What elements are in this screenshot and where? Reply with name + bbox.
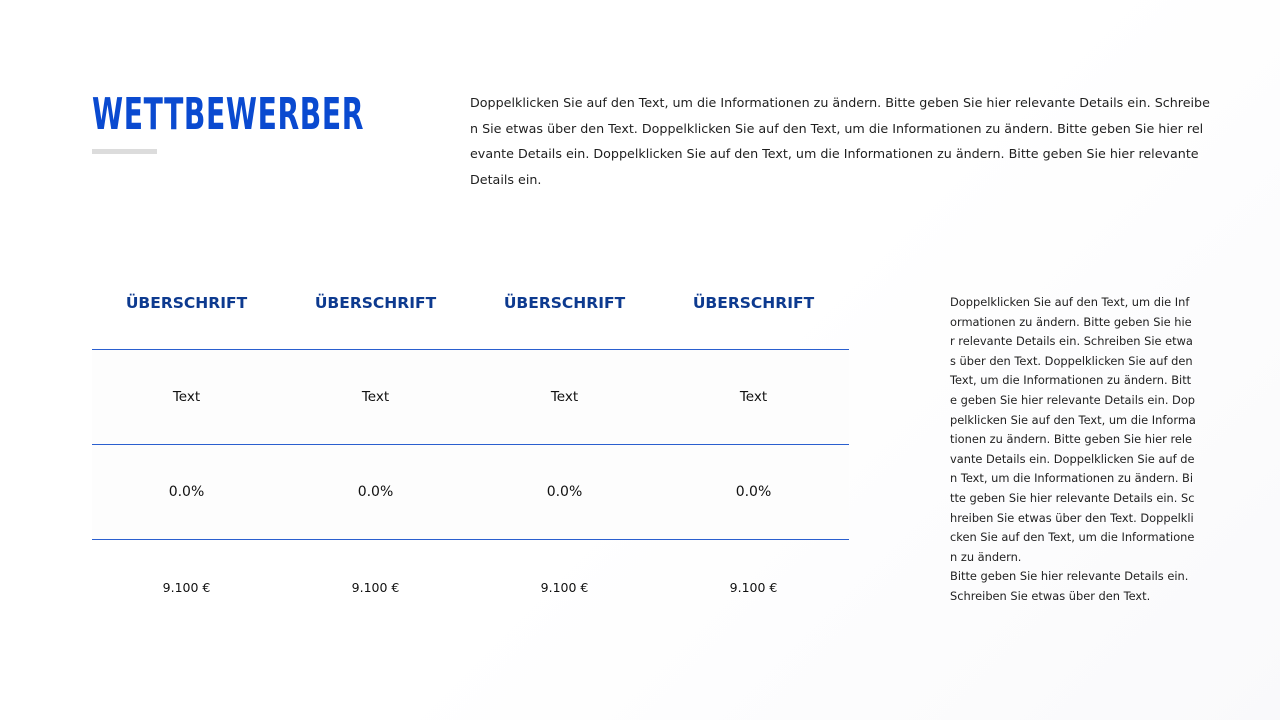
table-header-row (92, 255, 849, 350)
table-cell: 0.0% (546, 484, 583, 500)
table-cell: 9.100 € (729, 579, 778, 595)
table-header-cell: ÜBERSCHRIFT (503, 294, 626, 312)
table-header-cell: ÜBERSCHRIFT (314, 294, 437, 312)
competitor-table (92, 255, 849, 634)
title-underline (92, 149, 157, 154)
table-cell: Text (172, 389, 201, 405)
table-cell: 0.0% (357, 484, 394, 500)
table-cell: 0.0% (735, 484, 772, 500)
side-text-block (950, 293, 1196, 607)
intro-text: Doppelklicken Sie auf den Text, um die Informationen zu ändern. Bitte geben Sie hier relevante Details ein. Schreiben Sie etwas über den Text. Doppelklicken Sie auf den Text, um die Informationen zu ändern. Bitte geben Sie hier relevante Details ein. Doppelklicken Sie auf den Text, um die Informationen zu ändern. Bitte geben Sie hier relevante Details ein. (470, 95, 1210, 187)
side-text-paragraph: Doppelklicken Sie auf den Text, um die Informationen zu ändern. Bitte geben Sie hier relevante Details ein. Schreiben Sie etwas über den Text. Doppelklicken Sie auf den Text, um die Informationen zu ändern. Bitte geben Sie hier relevante Details ein. Doppelklicken Sie auf den Text, um die Informationen zu ändern. Bitte geben Sie hier relevante Details ein. Doppelklicken Sie auf den Text, um die Informationen zu ändern. Bitte geben Sie hier relevante Details ein. Schreiben Sie etwas über den Text. Doppelklicken Sie auf den Text, um die Informationen zu ändern. (950, 295, 1196, 564)
table-cell: 0.0% (168, 484, 205, 500)
table-cell: Text (550, 389, 579, 405)
table-cell: Text (361, 389, 390, 405)
table-row (92, 445, 849, 540)
table-row (92, 540, 849, 634)
side-text-paragraph: Bitte geben Sie hier relevante Details ein. Schreiben Sie etwas über den Text. (950, 569, 1189, 603)
table-row (92, 350, 849, 445)
table-header-cell: ÜBERSCHRIFT (125, 294, 248, 312)
table-header-cell: ÜBERSCHRIFT (692, 294, 815, 312)
table-cell: 9.100 € (162, 579, 211, 595)
page-title: WETTBEWERBER (92, 89, 365, 140)
table-cell: 9.100 € (540, 579, 589, 595)
table-cell: 9.100 € (351, 579, 400, 595)
table-cell: Text (739, 389, 768, 405)
